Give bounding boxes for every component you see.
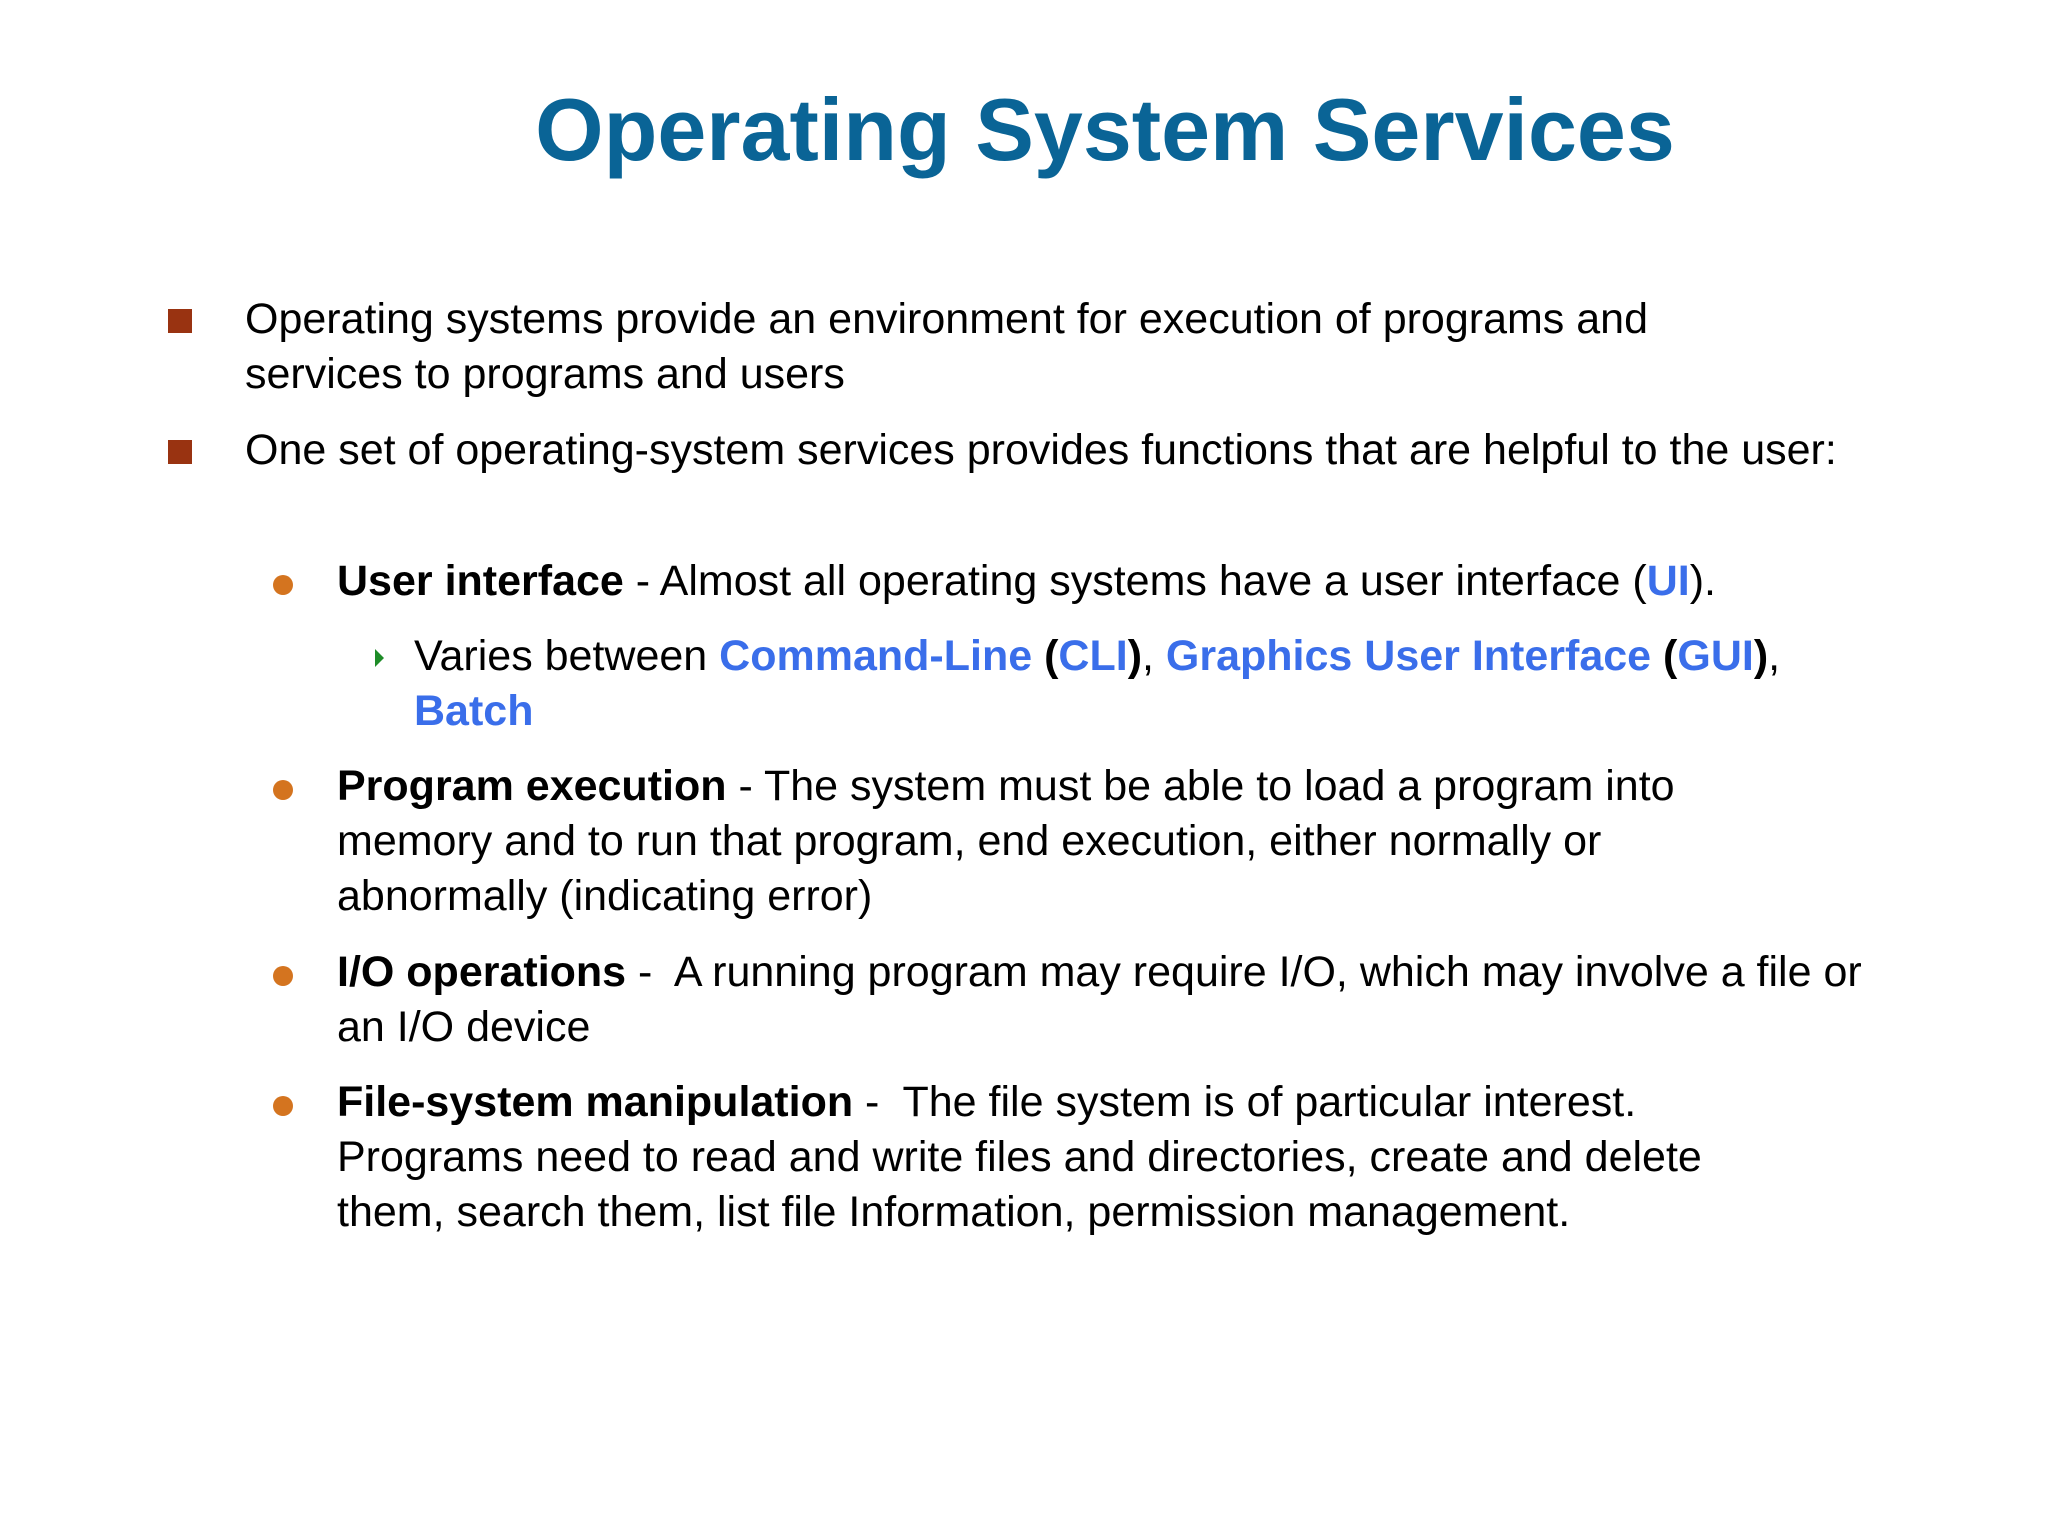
paren-open: ( bbox=[1032, 632, 1059, 680]
bullet-ui-types bbox=[414, 629, 1934, 739]
term-file-system-manipulation: File-system manipulation bbox=[337, 1078, 854, 1126]
dot-bullet-icon bbox=[273, 1096, 293, 1116]
bullet-text: A running program may require I/O, which may involve a file or an I/O device bbox=[337, 948, 1862, 1051]
slide-title: Operating System Services bbox=[535, 80, 1675, 179]
dot-bullet-icon bbox=[273, 780, 293, 800]
term-separator: - bbox=[726, 762, 764, 810]
comma: , bbox=[1142, 632, 1166, 680]
ui-type-graphics: Graphics User Interface bbox=[1165, 632, 1652, 680]
bullet-text: Almost all operating systems have a user interface ( bbox=[659, 557, 1647, 605]
term-io-operations: I/O operations bbox=[337, 948, 627, 996]
bullet-text: Operating systems provide an environment for execution of programs and services to programs and users bbox=[245, 295, 1649, 398]
comma: , bbox=[1768, 632, 1781, 680]
term-separator: - bbox=[623, 557, 660, 605]
paren-close: ) bbox=[1127, 632, 1143, 680]
ui-type-command-line: Command-Line bbox=[719, 632, 1033, 680]
bullet-text: The system must be able to load a program into memory and to run that program, end execution, either normally or abnormally (indicating error) bbox=[337, 762, 1675, 920]
square-bullet-icon bbox=[168, 440, 192, 464]
triangle-bullet-icon bbox=[375, 649, 384, 667]
abbr-cli: CLI bbox=[1058, 632, 1128, 680]
term-program-execution: Program execution bbox=[337, 762, 727, 810]
dot-bullet-icon bbox=[273, 966, 293, 986]
bullet-user-interface bbox=[337, 554, 1937, 609]
bullet-io-operations bbox=[337, 945, 1917, 1055]
dot-bullet-icon bbox=[273, 575, 293, 595]
bullet-environment bbox=[245, 292, 1805, 402]
bullet-user-services bbox=[245, 423, 1885, 478]
bullet-text: One set of operating-system services provides functions that are helpful to the user: bbox=[245, 426, 1837, 474]
paren-open: ( bbox=[1651, 632, 1678, 680]
term-separator: - bbox=[853, 1078, 903, 1126]
term-user-interface: User interface bbox=[337, 557, 624, 605]
ui-type-batch: Batch bbox=[414, 687, 534, 735]
bullet-text: The file system is of particular interest. Programs need to read and write files and directories, create and delete them, search them, list file Information, permission management. bbox=[337, 1078, 1702, 1236]
bullet-file-system bbox=[337, 1075, 1817, 1240]
bullet-text-end: ). bbox=[1689, 557, 1716, 605]
paren-close: ) bbox=[1753, 632, 1769, 680]
square-bullet-icon bbox=[168, 309, 192, 333]
abbr-ui: UI bbox=[1646, 557, 1690, 605]
abbr-gui: GUI bbox=[1677, 632, 1754, 680]
bullet-text: Varies between bbox=[414, 632, 720, 680]
bullet-program-execution bbox=[337, 759, 1757, 924]
term-separator: - bbox=[626, 948, 674, 996]
